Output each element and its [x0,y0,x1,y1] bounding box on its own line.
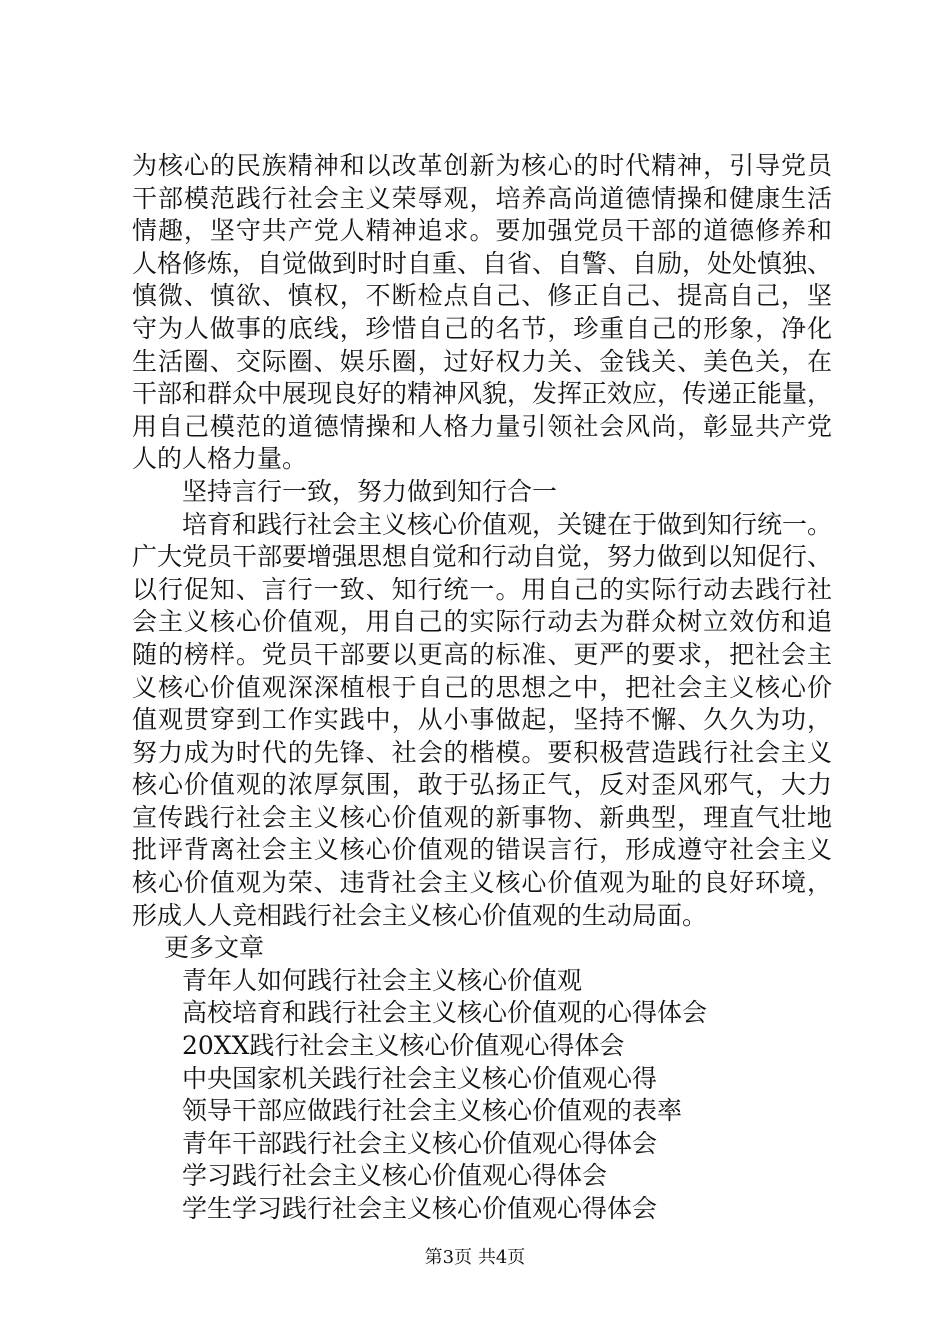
text-line: 批评背离社会主义核心价值观的错误言行，形成遵守社会主义 [132,835,832,865]
text-line: 为核心的民族精神和以改革创新为核心的时代精神，引导党员 [132,151,832,180]
text-line: 义核心价值观深深植根于自己的思想之中，把社会主义核心价 [132,672,832,702]
text-line: 以行促知、言行一致、知行统一。用自己的实际行动去践行社 [132,574,832,604]
text-line: 用自己模范的道德情操和人格力量引领社会风尚，彰显共产党 [132,411,832,441]
text-line: 人的人格力量。 [132,444,308,474]
text-line: 随的榜样。党员干部要以更高的标准、更严的要求，把社会主 [132,639,832,669]
paragraph-moral-cultivation [132,150,832,476]
section-heading: 坚持言行一致，努力做到知行合一 [182,476,558,506]
text-line: 广大党员干部要增强思想自觉和行动自觉，努力做到以知促行、 [132,542,832,572]
text-line: 人格修炼，自觉做到时时自重、自省、自警、自励，处处慎独、 [132,248,832,278]
page-number-footer: 第3页 共4页 [424,1247,526,1268]
paragraph-unity-of-knowledge-and-action [132,509,832,933]
text-line: 会主义核心价值观，用自己的实际行动去为群众树立效仿和追 [132,607,832,637]
text-line: 守为人做事的底线，珍惜自己的名节，珍重自己的形象，净化 [132,313,832,343]
article-link[interactable]: 青年干部践行社会主义核心价值观心得体会 [182,1128,658,1158]
text-line: 情趣，坚守共产党人精神追求。要加强党员干部的道德修养和 [132,216,832,246]
article-link[interactable]: 20XX践行社会主义核心价值观心得体会 [182,1031,625,1061]
more-articles-title: 更多文章 [164,933,265,963]
text-line: 生活圈、交际圈、娱乐圈，过好权力关、金钱关、美色关，在 [132,346,832,376]
text-line: 形成人人竞相践行社会主义核心价值观的生动局面。 [132,900,708,930]
article-link[interactable]: 学生学习践行社会主义核心价值观心得体会 [182,1194,658,1223]
more-articles-list [132,965,832,1226]
article-link[interactable]: 领导干部应做践行社会主义核心价值观的表率 [182,1096,683,1126]
text-line: 值观贯穿到工作实践中，从小事做起，坚持不懈、久久为功， [132,705,832,735]
document-body [132,150,832,1226]
text-line: 核心价值观为荣、违背社会主义核心价值观为耻的良好环境， [132,868,832,898]
article-link[interactable]: 学习践行社会主义核心价值观心得体会 [182,1161,608,1191]
article-link[interactable]: 青年人如何践行社会主义核心价值观 [182,965,583,995]
text-line: 干部和群众中展现良好的精神风貌，发挥正效应，传递正能量， [132,379,832,409]
text-line: 慎微、慎欲、慎权，不断检点自己、修正自己、提高自己，坚 [132,281,832,311]
text-line: 宣传践行社会主义核心价值观的新事物、新典型，理直气壮地 [132,802,832,832]
text-line: 干部模范践行社会主义荣辱观，培养高尚道德情操和健康生活 [132,183,832,213]
article-link[interactable]: 高校培育和践行社会主义核心价值观的心得体会 [182,998,708,1028]
article-link[interactable]: 中央国家机关践行社会主义核心价值观心得 [182,1063,658,1093]
text-line: 努力成为时代的先锋、社会的楷模。要积极营造践行社会主义 [132,737,832,767]
text-line: 培育和践行社会主义核心价值观，关键在于做到知行统一。 [182,509,833,539]
text-line: 核心价值观的浓厚氛围，敢于弘扬正气，反对歪风邪气，大力 [132,770,832,800]
